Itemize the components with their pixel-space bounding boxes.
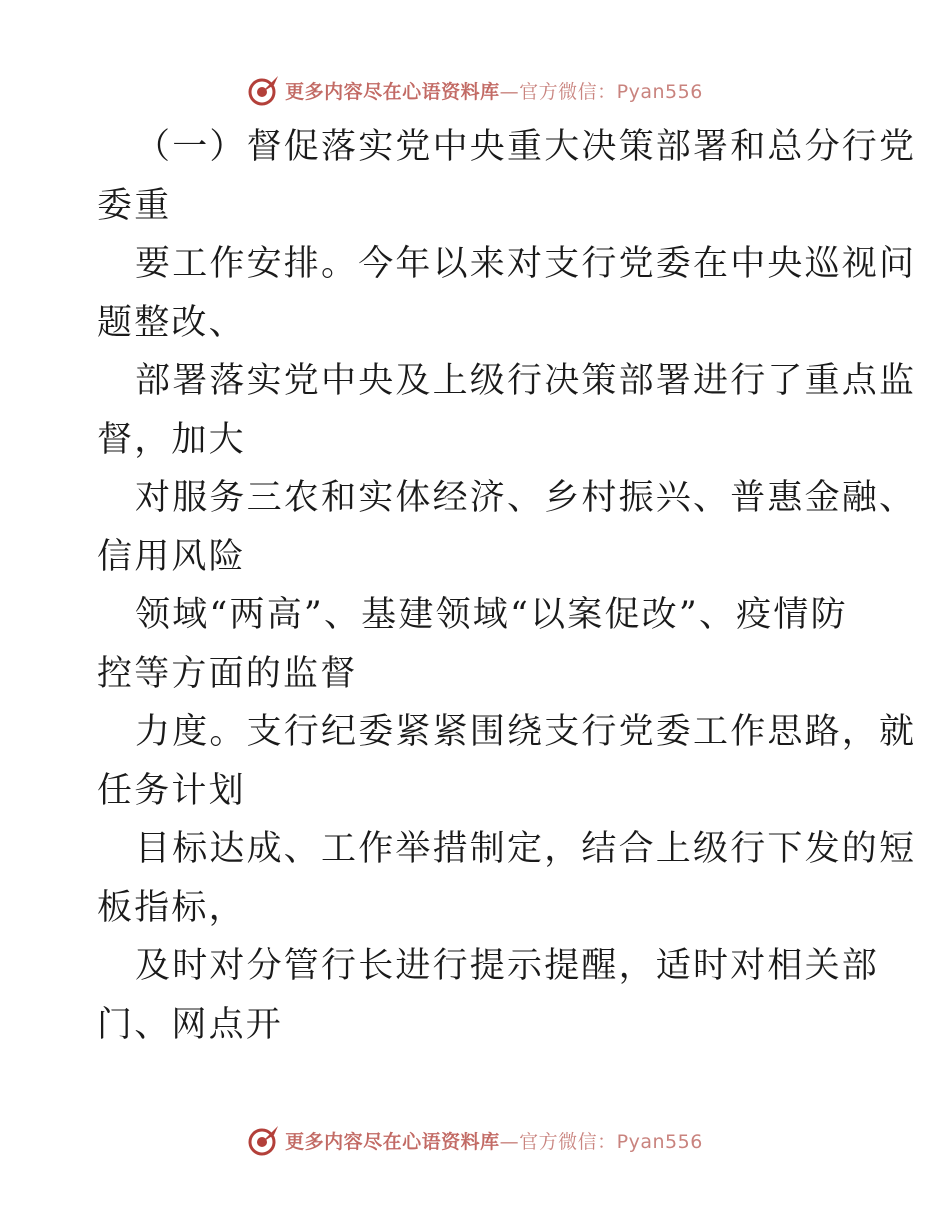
- body-line-10: 控等方面的监督: [97, 653, 358, 694]
- body-line-16: 门、网点开: [97, 1004, 284, 1045]
- footer-watermark: [0, 1120, 950, 1160]
- body-line-1: （一）督促落实党中央重大决策部署和总分行党: [135, 127, 917, 167]
- body-line-2: 委重: [97, 185, 172, 226]
- body-line-6: 督，加大: [97, 419, 246, 460]
- body-line-7: 对服务三农和实体经济、乡村振兴、普惠金融、: [135, 478, 917, 518]
- header-brand: 更多内容尽在心语资料库: [285, 80, 500, 103]
- header-wechat: 官方微信：Pyan556: [519, 80, 703, 103]
- footer-wechat: 官方微信：Pyan556: [519, 1130, 703, 1153]
- document-body: [97, 118, 917, 1054]
- body-line-5: 部署落实党中央及上级行决策部署进行了重点监: [135, 361, 917, 401]
- body-line-14: 板指标，: [97, 887, 246, 928]
- footer-separator: —: [499, 1130, 520, 1153]
- body-line-12: 任务计划: [97, 770, 246, 811]
- body-line-11: 力度。支行纪委紧紧围绕支行党委工作思路，就: [135, 712, 917, 752]
- footer-brand: 更多内容尽在心语资料库: [285, 1130, 500, 1153]
- quill-logo-icon: [247, 1123, 281, 1157]
- body-line-3: 要工作安排。今年以来对支行党委在中央巡视问: [135, 244, 917, 284]
- quill-logo-icon: [247, 73, 281, 107]
- body-line-4: 题整改、: [97, 302, 246, 343]
- header-separator: —: [499, 80, 520, 103]
- body-line-15: 及时对分管行长进行提示提醒，适时对相关部: [135, 946, 880, 986]
- header-watermark: [0, 70, 950, 110]
- body-line-13: 目标达成、工作举措制定，结合上级行下发的短: [135, 829, 917, 869]
- body-line-9: 领域“两高”、基建领域“以案促改”、疫情防: [135, 595, 848, 635]
- body-line-8: 信用风险: [97, 536, 246, 577]
